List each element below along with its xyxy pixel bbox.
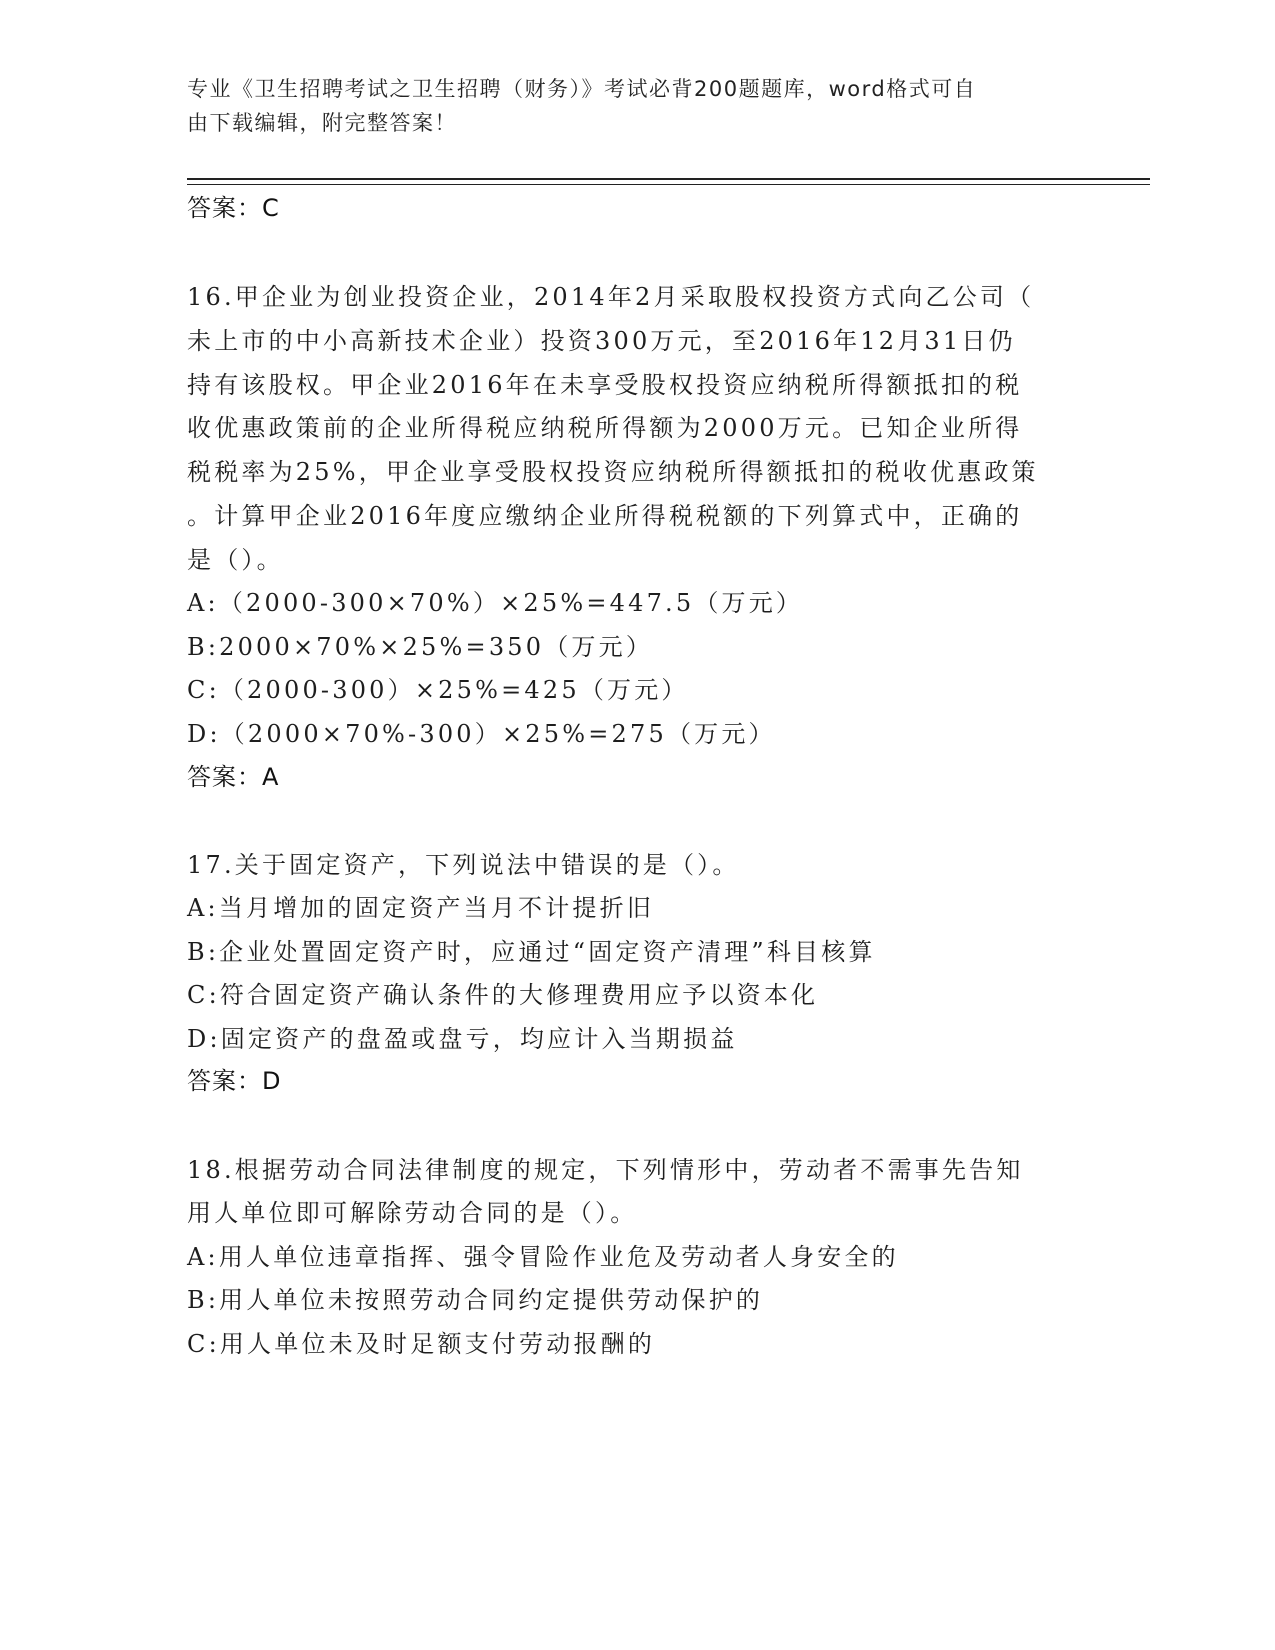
q16-line-4: 收优惠政策前的企业所得税应纳税所得额为2000万元。已知企业所得	[187, 414, 1023, 442]
q18-option-a: A:用人单位违章指挥、强令冒险作业危及劳动者人身安全的	[187, 1243, 899, 1271]
q16-line-3: 持有该股权。甲企业2016年在未享受股权投资应纳税所得额抵扣的税	[187, 371, 1023, 399]
q17-option-c: C:符合固定资产确认条件的大修理费用应予以资本化	[187, 981, 819, 1009]
header-divider-thin	[187, 184, 1150, 185]
answer-15: 答案：C	[187, 194, 280, 222]
q16-line-7: 是（）。	[187, 546, 284, 574]
q16-option-a: A:（2000-300×70%）×25%=447.5（万元）	[187, 589, 804, 617]
q17-option-a: A:当月增加的固定资产当月不计提折旧	[187, 894, 655, 922]
q18-line-1: 18.根据劳动合同法律制度的规定，下列情形中，劳动者不需事先告知	[187, 1156, 1024, 1184]
document-header	[187, 72, 1067, 140]
answer-17: 答案：D	[187, 1067, 282, 1095]
q18-option-c: C:用人单位未及时足额支付劳动报酬的	[187, 1330, 656, 1358]
q16-line-2: 未上市的中小高新技术企业）投资300万元，至2016年12月31日仍	[187, 327, 1016, 355]
header-divider-thick	[187, 178, 1150, 180]
q16-line-1: 16.甲企业为创业投资企业，2014年2月采取股权投资方式向乙公司（	[187, 283, 1035, 311]
q16-option-b: B:2000×70%×25%=350（万元）	[187, 633, 654, 661]
q18-option-b: B:用人单位未按照劳动合同约定提供劳动保护的	[187, 1286, 764, 1314]
q16-option-d: D:（2000×70%-300）×25%=275（万元）	[187, 720, 776, 748]
q16-line-5: 税税率为25%，甲企业享受股权投资应纳税所得额抵扣的税收优惠政策	[187, 458, 1039, 486]
q17-option-d: D:固定资产的盘盈或盘亏，均应计入当期损益	[187, 1025, 738, 1053]
header-line-1: 专业《卫生招聘考试之卫生招聘（财务）》考试必背200题题库，word格式可自	[187, 77, 977, 101]
q17-line-1: 17.关于固定资产，下列说法中错误的是（）。	[187, 851, 740, 879]
q18-line-2: 用人单位即可解除劳动合同的是（）。	[187, 1199, 638, 1227]
answer-16: 答案：A	[187, 763, 280, 791]
q16-option-c: C:（2000-300）×25%=425（万元）	[187, 676, 689, 704]
q17-option-b: B:企业处置固定资产时，应通过“固定资产清理”科目核算	[187, 938, 876, 966]
header-line-2: 由下载编辑，附完整答案！	[187, 111, 457, 135]
q16-line-6: 。计算甲企业2016年度应缴纳企业所得税税额的下列算式中，正确的	[187, 502, 1023, 530]
